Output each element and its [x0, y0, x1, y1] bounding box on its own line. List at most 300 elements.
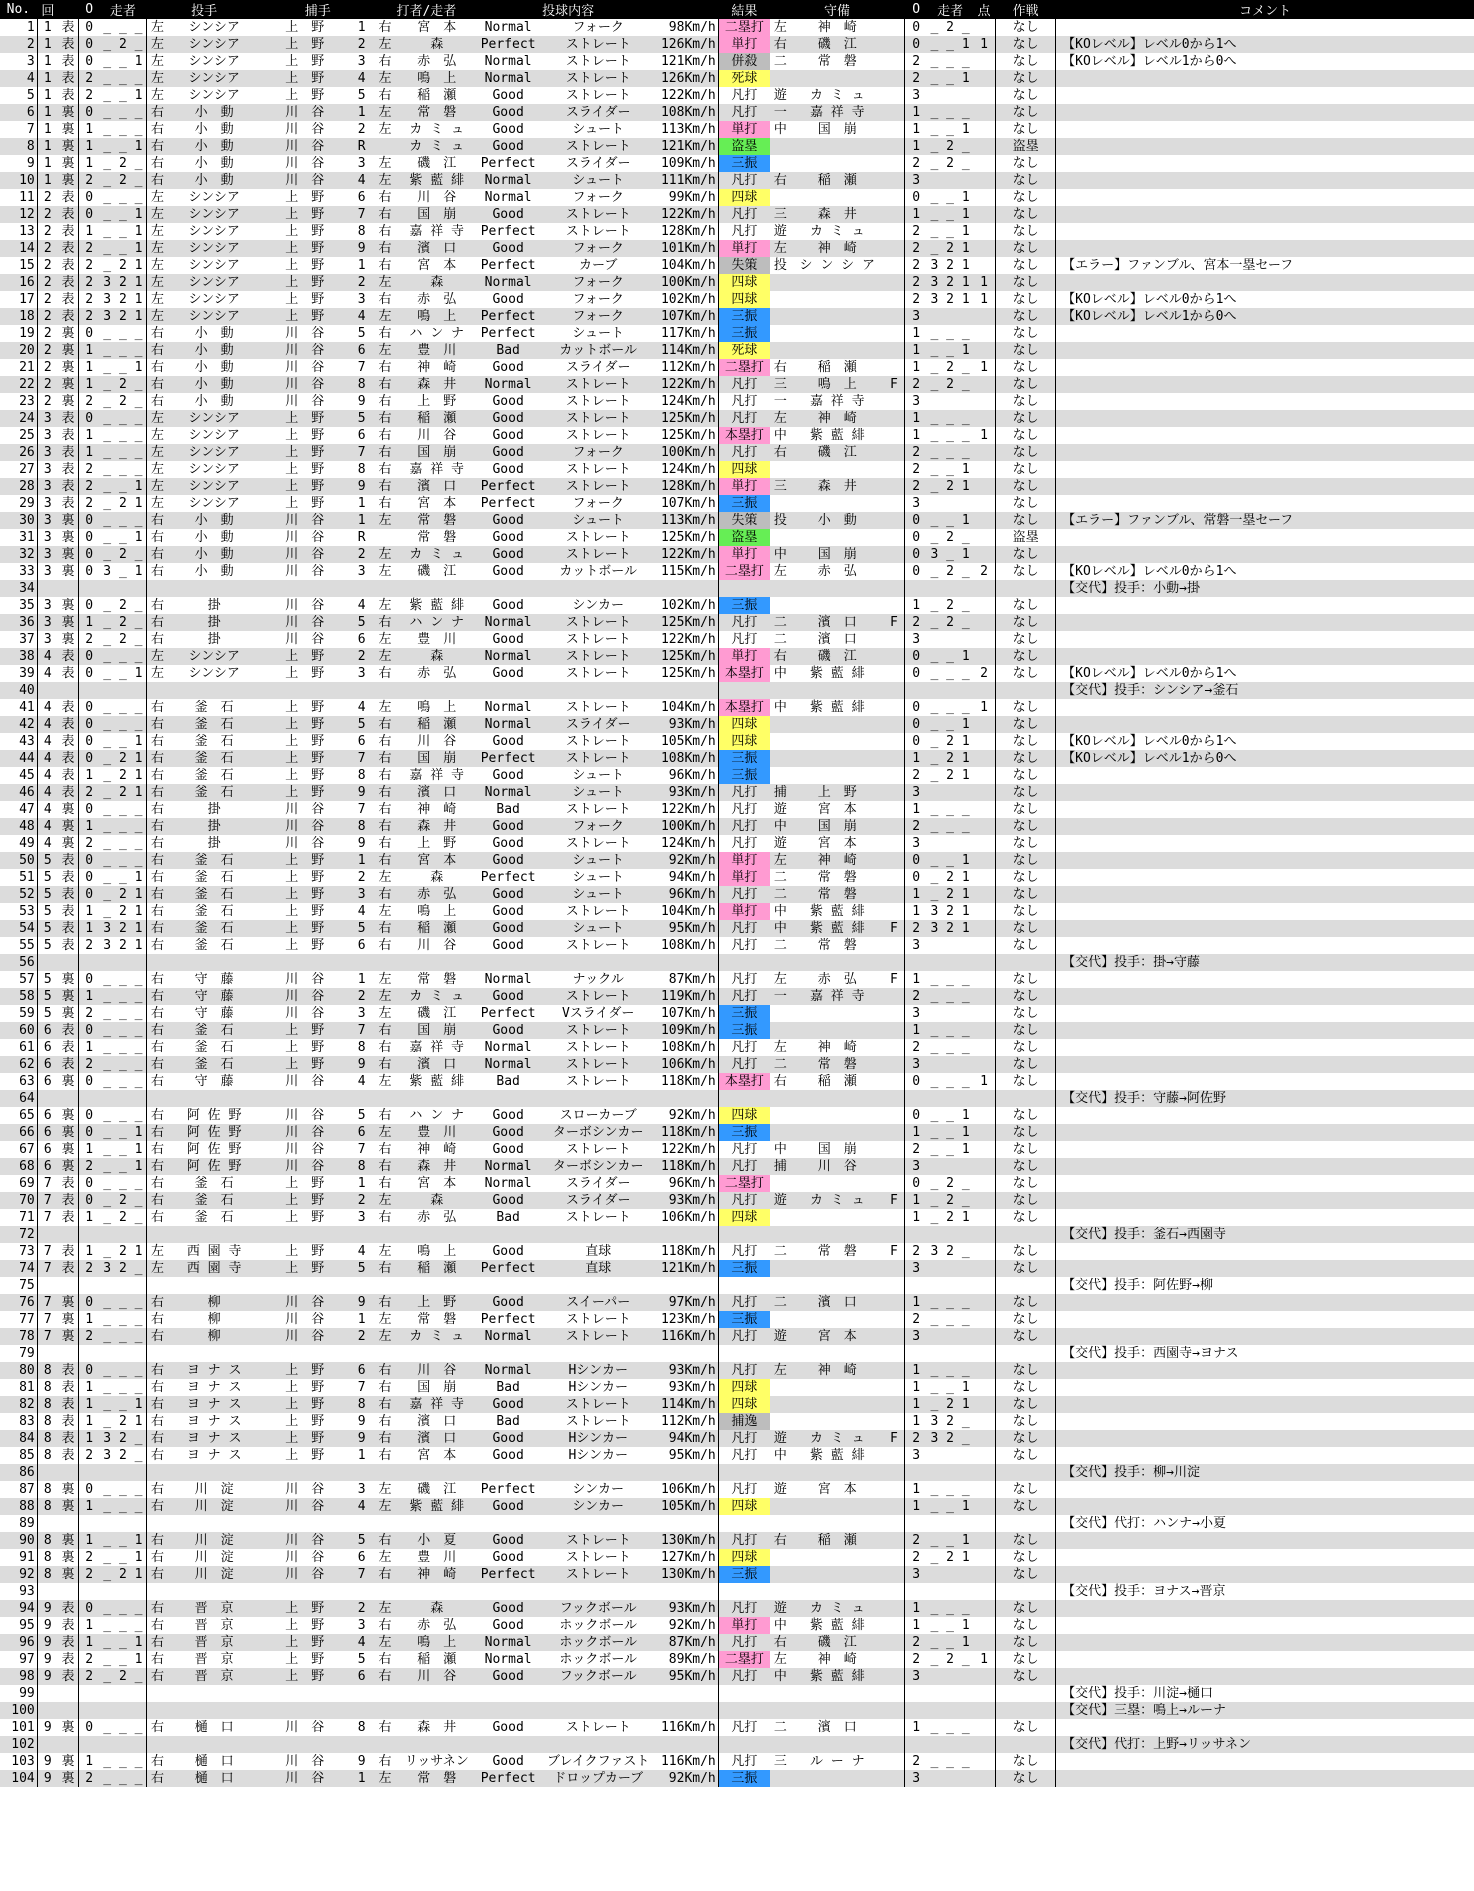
fielder-cell: 常 磐 [791, 937, 884, 954]
half-cell [58, 682, 79, 699]
tactic-cell: なし [996, 1532, 1056, 1549]
row-no-cell: 48 [0, 818, 37, 835]
outs-cell: 0 [79, 1175, 100, 1192]
pitch-speed-cell: 108Km/h [658, 1039, 718, 1056]
runners-after-cell [927, 87, 973, 104]
outs-cell: 1 [79, 1311, 100, 1328]
tactic-cell: なし [996, 988, 1056, 1005]
runners-after-cell [927, 1277, 973, 1294]
tactic-cell: なし [996, 835, 1056, 852]
outs-cell: 1 [79, 359, 100, 376]
batter-cell: 宮 本 [395, 19, 478, 36]
pitch-quality-cell: Normal [478, 1158, 538, 1175]
runners-after-cell [927, 1583, 973, 1600]
outs-after-cell: 1 [905, 971, 928, 988]
catcher-cell: 上 野 [261, 53, 349, 70]
runs-cell [973, 903, 996, 920]
table-row [0, 495, 1474, 512]
table-row [0, 597, 1474, 614]
row-no-cell: 69 [0, 1175, 37, 1192]
comment-cell [1056, 1022, 1474, 1039]
pitcher-hand-cell: 右 [147, 359, 168, 376]
pitcher-hand-cell: 右 [147, 1549, 168, 1566]
tactic-cell: なし [996, 461, 1056, 478]
outs-after-cell: 0 [905, 852, 928, 869]
batter-cell [395, 1345, 478, 1362]
runners-after-cell: _ _ 1 [927, 512, 973, 529]
table-row [0, 682, 1474, 699]
batter-side-cell [375, 682, 396, 699]
pitch-type-cell: ストレート [538, 206, 658, 223]
batting-order-cell [349, 1583, 375, 1600]
batter-side-cell: 右 [375, 1209, 396, 1226]
fielder-pos-cell: 二 [770, 1294, 791, 1311]
batter-cell: 濱 口 [395, 478, 478, 495]
pitch-type-cell: ストレート [538, 988, 658, 1005]
runs-cell [973, 1175, 996, 1192]
half-cell: 表 [58, 869, 79, 886]
row-no-cell: 102 [0, 1736, 37, 1753]
table-row [0, 87, 1474, 104]
runners-cell: _ _ 1 [99, 240, 147, 257]
tactic-cell: なし [996, 1668, 1056, 1685]
row-no-cell: 87 [0, 1481, 37, 1498]
row-no-cell: 98 [0, 1668, 37, 1685]
catcher-cell: 川 谷 [261, 597, 349, 614]
outs-after-cell [905, 580, 928, 597]
foul-flag-cell [884, 461, 905, 478]
pitch-type-cell: カットボール [538, 563, 658, 580]
fielder-cell: 神 崎 [791, 852, 884, 869]
pitcher-hand-cell: 左 [147, 274, 168, 291]
pitch-quality-cell: Good [478, 1719, 538, 1736]
batting-order-cell: 2 [349, 1192, 375, 1209]
result-cell: 凡打 [718, 801, 770, 818]
pitch-type-cell: フォーク [538, 274, 658, 291]
foul-flag-cell [884, 189, 905, 206]
foul-flag-cell [884, 1209, 905, 1226]
header-half [58, 0, 79, 19]
fielder-pos-cell: 左 [770, 563, 791, 580]
runners-after-cell [927, 954, 973, 971]
result-cell: 四球 [718, 461, 770, 478]
header-runners: 走者 [99, 0, 147, 19]
pitch-speed-cell [658, 1685, 718, 1702]
batter-side-cell: 右 [375, 1651, 396, 1668]
runners-after-cell: _ 2 _ [927, 19, 973, 36]
outs-cell: 1 [79, 1396, 100, 1413]
pitcher-cell [168, 1345, 261, 1362]
row-no-cell: 92 [0, 1566, 37, 1583]
pitch-speed-cell: 107Km/h [658, 308, 718, 325]
pitch-speed-cell [658, 1226, 718, 1243]
result-cell: 凡打 [718, 376, 770, 393]
half-cell: 裏 [58, 1481, 79, 1498]
outs-cell: 1 [79, 767, 100, 784]
table-row [0, 733, 1474, 750]
runs-cell [973, 988, 996, 1005]
foul-flag-cell: F [884, 1192, 905, 1209]
result-cell [718, 1226, 770, 1243]
table-row [0, 852, 1474, 869]
runners-after-cell: _ _ 1 [927, 36, 973, 53]
comment-cell [1056, 784, 1474, 801]
fielder-cell: 常 磐 [791, 1056, 884, 1073]
fielder-cell: 紫 藍 緋 [791, 1668, 884, 1685]
runs-cell [973, 1005, 996, 1022]
runners-after-cell: _ 2 1 [927, 1396, 973, 1413]
outs-cell: 2 [79, 937, 100, 954]
pitcher-cell: 晋 京 [168, 1634, 261, 1651]
result-cell: 凡打 [718, 614, 770, 631]
header-defense: 守備 [770, 0, 905, 19]
fielder-cell: 嘉 祥 寺 [791, 393, 884, 410]
batter-cell: 赤 弘 [395, 665, 478, 682]
batting-order-cell: 8 [349, 1158, 375, 1175]
foul-flag-cell [884, 393, 905, 410]
batter-side-cell: 左 [375, 988, 396, 1005]
pitch-quality-cell: Good [478, 1124, 538, 1141]
outs-after-cell: 1 [905, 138, 928, 155]
batting-order-cell: 8 [349, 1039, 375, 1056]
half-cell: 裏 [58, 1311, 79, 1328]
comment-cell [1056, 852, 1474, 869]
row-no-cell: 50 [0, 852, 37, 869]
header-speed [658, 0, 718, 19]
catcher-cell: 川 谷 [261, 1311, 349, 1328]
result-cell: 盗塁 [718, 138, 770, 155]
result-cell: 凡打 [718, 1362, 770, 1379]
outs-cell: 1 [79, 988, 100, 1005]
outs-after-cell: 2 [905, 1311, 928, 1328]
fielder-pos-cell [770, 1379, 791, 1396]
fielder-pos-cell: 遊 [770, 223, 791, 240]
result-cell: 三振 [718, 495, 770, 512]
batter-side-cell: 右 [375, 410, 396, 427]
pitch-quality-cell: Good [478, 546, 538, 563]
pitch-quality-cell [478, 1090, 538, 1107]
table-row [0, 1668, 1474, 1685]
comment-cell [1056, 937, 1474, 954]
runs-cell [973, 784, 996, 801]
pitcher-hand-cell: 左 [147, 240, 168, 257]
fielder-pos-cell: 投 [770, 512, 791, 529]
runs-cell [973, 750, 996, 767]
batting-order-cell: 7 [349, 444, 375, 461]
runners-after-cell: _ _ _ [927, 801, 973, 818]
inning-cell: 6 [37, 1141, 58, 1158]
pitch-speed-cell: 95Km/h [658, 1668, 718, 1685]
batter-cell: 嘉 祥 寺 [395, 461, 478, 478]
inning-cell: 6 [37, 1107, 58, 1124]
row-no-cell: 32 [0, 546, 37, 563]
batter-cell: 赤 弘 [395, 291, 478, 308]
half-cell: 裏 [58, 818, 79, 835]
tactic-cell: なし [996, 1294, 1056, 1311]
outs-after-cell: 3 [905, 1056, 928, 1073]
batter-side-cell: 右 [375, 1617, 396, 1634]
fielder-pos-cell [770, 291, 791, 308]
foul-flag-cell [884, 410, 905, 427]
outs-after-cell: 1 [905, 1396, 928, 1413]
table-row [0, 189, 1474, 206]
runners-after-cell [927, 1702, 973, 1719]
batter-cell: 川 谷 [395, 427, 478, 444]
half-cell: 裏 [58, 597, 79, 614]
table-row [0, 1022, 1474, 1039]
table-row [0, 1481, 1474, 1498]
inning-cell: 9 [37, 1600, 58, 1617]
fielder-pos-cell: 一 [770, 988, 791, 1005]
outs-cell: 1 [79, 1617, 100, 1634]
inning-cell: 7 [37, 1243, 58, 1260]
pitch-type-cell [538, 682, 658, 699]
table-row [0, 767, 1474, 784]
fielder-cell: ル ー ナ [791, 1753, 884, 1770]
runners-after-cell: _ _ 1 [927, 648, 973, 665]
pitcher-hand-cell: 右 [147, 1413, 168, 1430]
outs-cell: 1 [79, 1209, 100, 1226]
batter-cell: 鳴 上 [395, 903, 478, 920]
runs-cell: 1 [973, 427, 996, 444]
runs-cell [973, 1141, 996, 1158]
pitcher-hand-cell: 左 [147, 257, 168, 274]
batter-side-cell: 左 [375, 1328, 396, 1345]
outs-cell: 1 [79, 1413, 100, 1430]
result-cell: 二塁打 [718, 1175, 770, 1192]
pitcher-hand-cell: 右 [147, 512, 168, 529]
batting-order-cell: 3 [349, 53, 375, 70]
foul-flag-cell [884, 563, 905, 580]
runners-cell: _ _ _ [99, 1311, 147, 1328]
pitch-quality-cell: Good [478, 410, 538, 427]
catcher-cell [261, 1090, 349, 1107]
comment-cell [1056, 1107, 1474, 1124]
pitcher-cell [168, 954, 261, 971]
runs-cell [973, 1566, 996, 1583]
runners-cell: _ _ _ [99, 1005, 147, 1022]
runners-cell: _ _ 1 [99, 1532, 147, 1549]
catcher-cell [261, 682, 349, 699]
inning-cell: 2 [37, 206, 58, 223]
table-row [0, 869, 1474, 886]
tactic-cell [996, 1345, 1056, 1362]
fielder-cell [791, 1379, 884, 1396]
batting-order-cell: 4 [349, 1243, 375, 1260]
runners-after-cell: 3 2 _ [927, 1430, 973, 1447]
fielder-cell: 国 崩 [791, 121, 884, 138]
pitcher-hand-cell: 右 [147, 1600, 168, 1617]
foul-flag-cell [884, 1736, 905, 1753]
fielder-cell: 磯 江 [791, 1634, 884, 1651]
row-no-cell: 20 [0, 342, 37, 359]
row-no-cell: 57 [0, 971, 37, 988]
runners-after-cell [927, 1158, 973, 1175]
outs-cell: 0 [79, 801, 100, 818]
runners-after-cell: _ _ _ [927, 1294, 973, 1311]
batter-side-cell [375, 1277, 396, 1294]
foul-flag-cell [884, 1226, 905, 1243]
inning-cell: 1 [37, 172, 58, 189]
row-no-cell: 41 [0, 699, 37, 716]
pitcher-hand-cell: 右 [147, 1719, 168, 1736]
pitch-quality-cell: Perfect [478, 750, 538, 767]
pitcher-cell: 小 動 [168, 563, 261, 580]
inning-cell: 1 [37, 138, 58, 155]
pitch-speed-cell: 118Km/h [658, 1073, 718, 1090]
result-cell: 三振 [718, 1566, 770, 1583]
pitcher-cell: 川 淀 [168, 1566, 261, 1583]
fielder-pos-cell [770, 1226, 791, 1243]
batter-cell: 森 井 [395, 818, 478, 835]
runners-after-cell: _ _ _ [927, 1022, 973, 1039]
pitch-quality-cell: Perfect [478, 1005, 538, 1022]
result-cell [718, 954, 770, 971]
foul-flag-cell [884, 801, 905, 818]
table-row [0, 1124, 1474, 1141]
comment-cell [1056, 801, 1474, 818]
tactic-cell: なし [996, 1651, 1056, 1668]
pitcher-hand-cell: 右 [147, 376, 168, 393]
batter-side-cell: 右 [375, 1362, 396, 1379]
pitcher-hand-cell: 右 [147, 1175, 168, 1192]
batter-side-cell: 右 [375, 53, 396, 70]
batter-cell: 常 磐 [395, 1770, 478, 1787]
fielder-pos-cell [770, 1770, 791, 1787]
foul-flag-cell [884, 784, 905, 801]
pitcher-hand-cell: 左 [147, 36, 168, 53]
pitch-speed-cell: 118Km/h [658, 1158, 718, 1175]
row-no-cell: 80 [0, 1362, 37, 1379]
foul-flag-cell [884, 1073, 905, 1090]
half-cell [58, 1464, 79, 1481]
fielder-pos-cell: 三 [770, 1753, 791, 1770]
batting-order-cell: 9 [349, 1056, 375, 1073]
runners-after-cell: 3 2 _ [927, 1243, 973, 1260]
pitch-quality-cell: Normal [478, 971, 538, 988]
comment-cell [1056, 223, 1474, 240]
runs-cell [973, 189, 996, 206]
table-row [0, 1634, 1474, 1651]
batter-side-cell: 右 [375, 767, 396, 784]
batting-order-cell: 1 [349, 1175, 375, 1192]
row-no-cell: 38 [0, 648, 37, 665]
pitcher-cell: シンシア [168, 427, 261, 444]
outs-after-cell: 1 [905, 1379, 928, 1396]
batter-side-cell: 左 [375, 1311, 396, 1328]
row-no-cell: 16 [0, 274, 37, 291]
header-result: 結果 [718, 0, 770, 19]
row-no-cell: 67 [0, 1141, 37, 1158]
pitcher-cell: 晋 京 [168, 1651, 261, 1668]
batter-cell: 国 崩 [395, 1379, 478, 1396]
pitch-type-cell: ストレート [538, 36, 658, 53]
fielder-pos-cell: 遊 [770, 1600, 791, 1617]
catcher-cell: 川 谷 [261, 155, 349, 172]
comment-cell [1056, 971, 1474, 988]
fielder-pos-cell [770, 70, 791, 87]
fielder-cell: 紫 藍 緋 [791, 1447, 884, 1464]
catcher-cell: 川 谷 [261, 1549, 349, 1566]
runs-cell [973, 869, 996, 886]
batting-order-cell: 3 [349, 1617, 375, 1634]
comment-cell [1056, 359, 1474, 376]
pitcher-cell: シンシア [168, 240, 261, 257]
comment-cell [1056, 1566, 1474, 1583]
runners-after-cell: _ 2 1 [927, 1209, 973, 1226]
batting-order-cell: 1 [349, 104, 375, 121]
runners-after-cell: _ _ 1 [927, 1498, 973, 1515]
runners-after-cell [927, 1328, 973, 1345]
outs-after-cell: 1 [905, 1413, 928, 1430]
pitcher-hand-cell: 右 [147, 1124, 168, 1141]
batting-order-cell: 8 [349, 223, 375, 240]
batter-side-cell: 左 [375, 546, 396, 563]
pitch-speed-cell: 100Km/h [658, 818, 718, 835]
outs-after-cell: 1 [905, 1209, 928, 1226]
pitcher-cell: 小 動 [168, 342, 261, 359]
pitch-quality-cell: Good [478, 665, 538, 682]
outs-cell: 1 [79, 1634, 100, 1651]
batter-side-cell: 右 [375, 444, 396, 461]
half-cell: 裏 [58, 1073, 79, 1090]
outs-cell: 2 [79, 1056, 100, 1073]
fielder-cell [791, 1277, 884, 1294]
tactic-cell: なし [996, 886, 1056, 903]
table-row [0, 699, 1474, 716]
pitcher-hand-cell: 左 [147, 53, 168, 70]
fielder-cell: 常 磐 [791, 1243, 884, 1260]
table-row [0, 121, 1474, 138]
inning-cell: 9 [37, 1770, 58, 1787]
outs-after-cell: 3 [905, 1328, 928, 1345]
runners-cell: _ _ 1 [99, 1124, 147, 1141]
runners-cell [99, 1090, 147, 1107]
fielder-cell [791, 682, 884, 699]
result-cell: 凡打 [718, 172, 770, 189]
pitch-quality-cell: Normal [478, 1328, 538, 1345]
pitch-type-cell: シュート [538, 784, 658, 801]
inning-cell: 3 [37, 512, 58, 529]
tactic-cell: なし [996, 104, 1056, 121]
tactic-cell [996, 1736, 1056, 1753]
runners-cell: _ 2 1 [99, 257, 147, 274]
pitcher-cell: 樋 口 [168, 1719, 261, 1736]
runners-cell: _ _ 1 [99, 869, 147, 886]
batter-cell: 常 磐 [395, 971, 478, 988]
pitcher-cell: 掛 [168, 631, 261, 648]
batting-order-cell: 3 [349, 1481, 375, 1498]
fielder-pos-cell: 二 [770, 1056, 791, 1073]
fielder-cell [791, 1396, 884, 1413]
comment-cell [1056, 1430, 1474, 1447]
fielder-pos-cell [770, 189, 791, 206]
catcher-cell: 川 谷 [261, 1566, 349, 1583]
result-cell [718, 1090, 770, 1107]
inning-cell: 2 [37, 257, 58, 274]
comment-cell [1056, 869, 1474, 886]
pitch-type-cell: ホックボール [538, 1651, 658, 1668]
result-cell: 凡打 [718, 1328, 770, 1345]
pitch-quality-cell: Normal [478, 1056, 538, 1073]
pitcher-cell: 小 動 [168, 546, 261, 563]
tactic-cell: なし [996, 155, 1056, 172]
pitch-quality-cell: Normal [478, 614, 538, 631]
runs-cell [973, 1192, 996, 1209]
inning-cell [37, 580, 58, 597]
batter-cell: 紫 藍 緋 [395, 1498, 478, 1515]
batting-order-cell: 4 [349, 1073, 375, 1090]
